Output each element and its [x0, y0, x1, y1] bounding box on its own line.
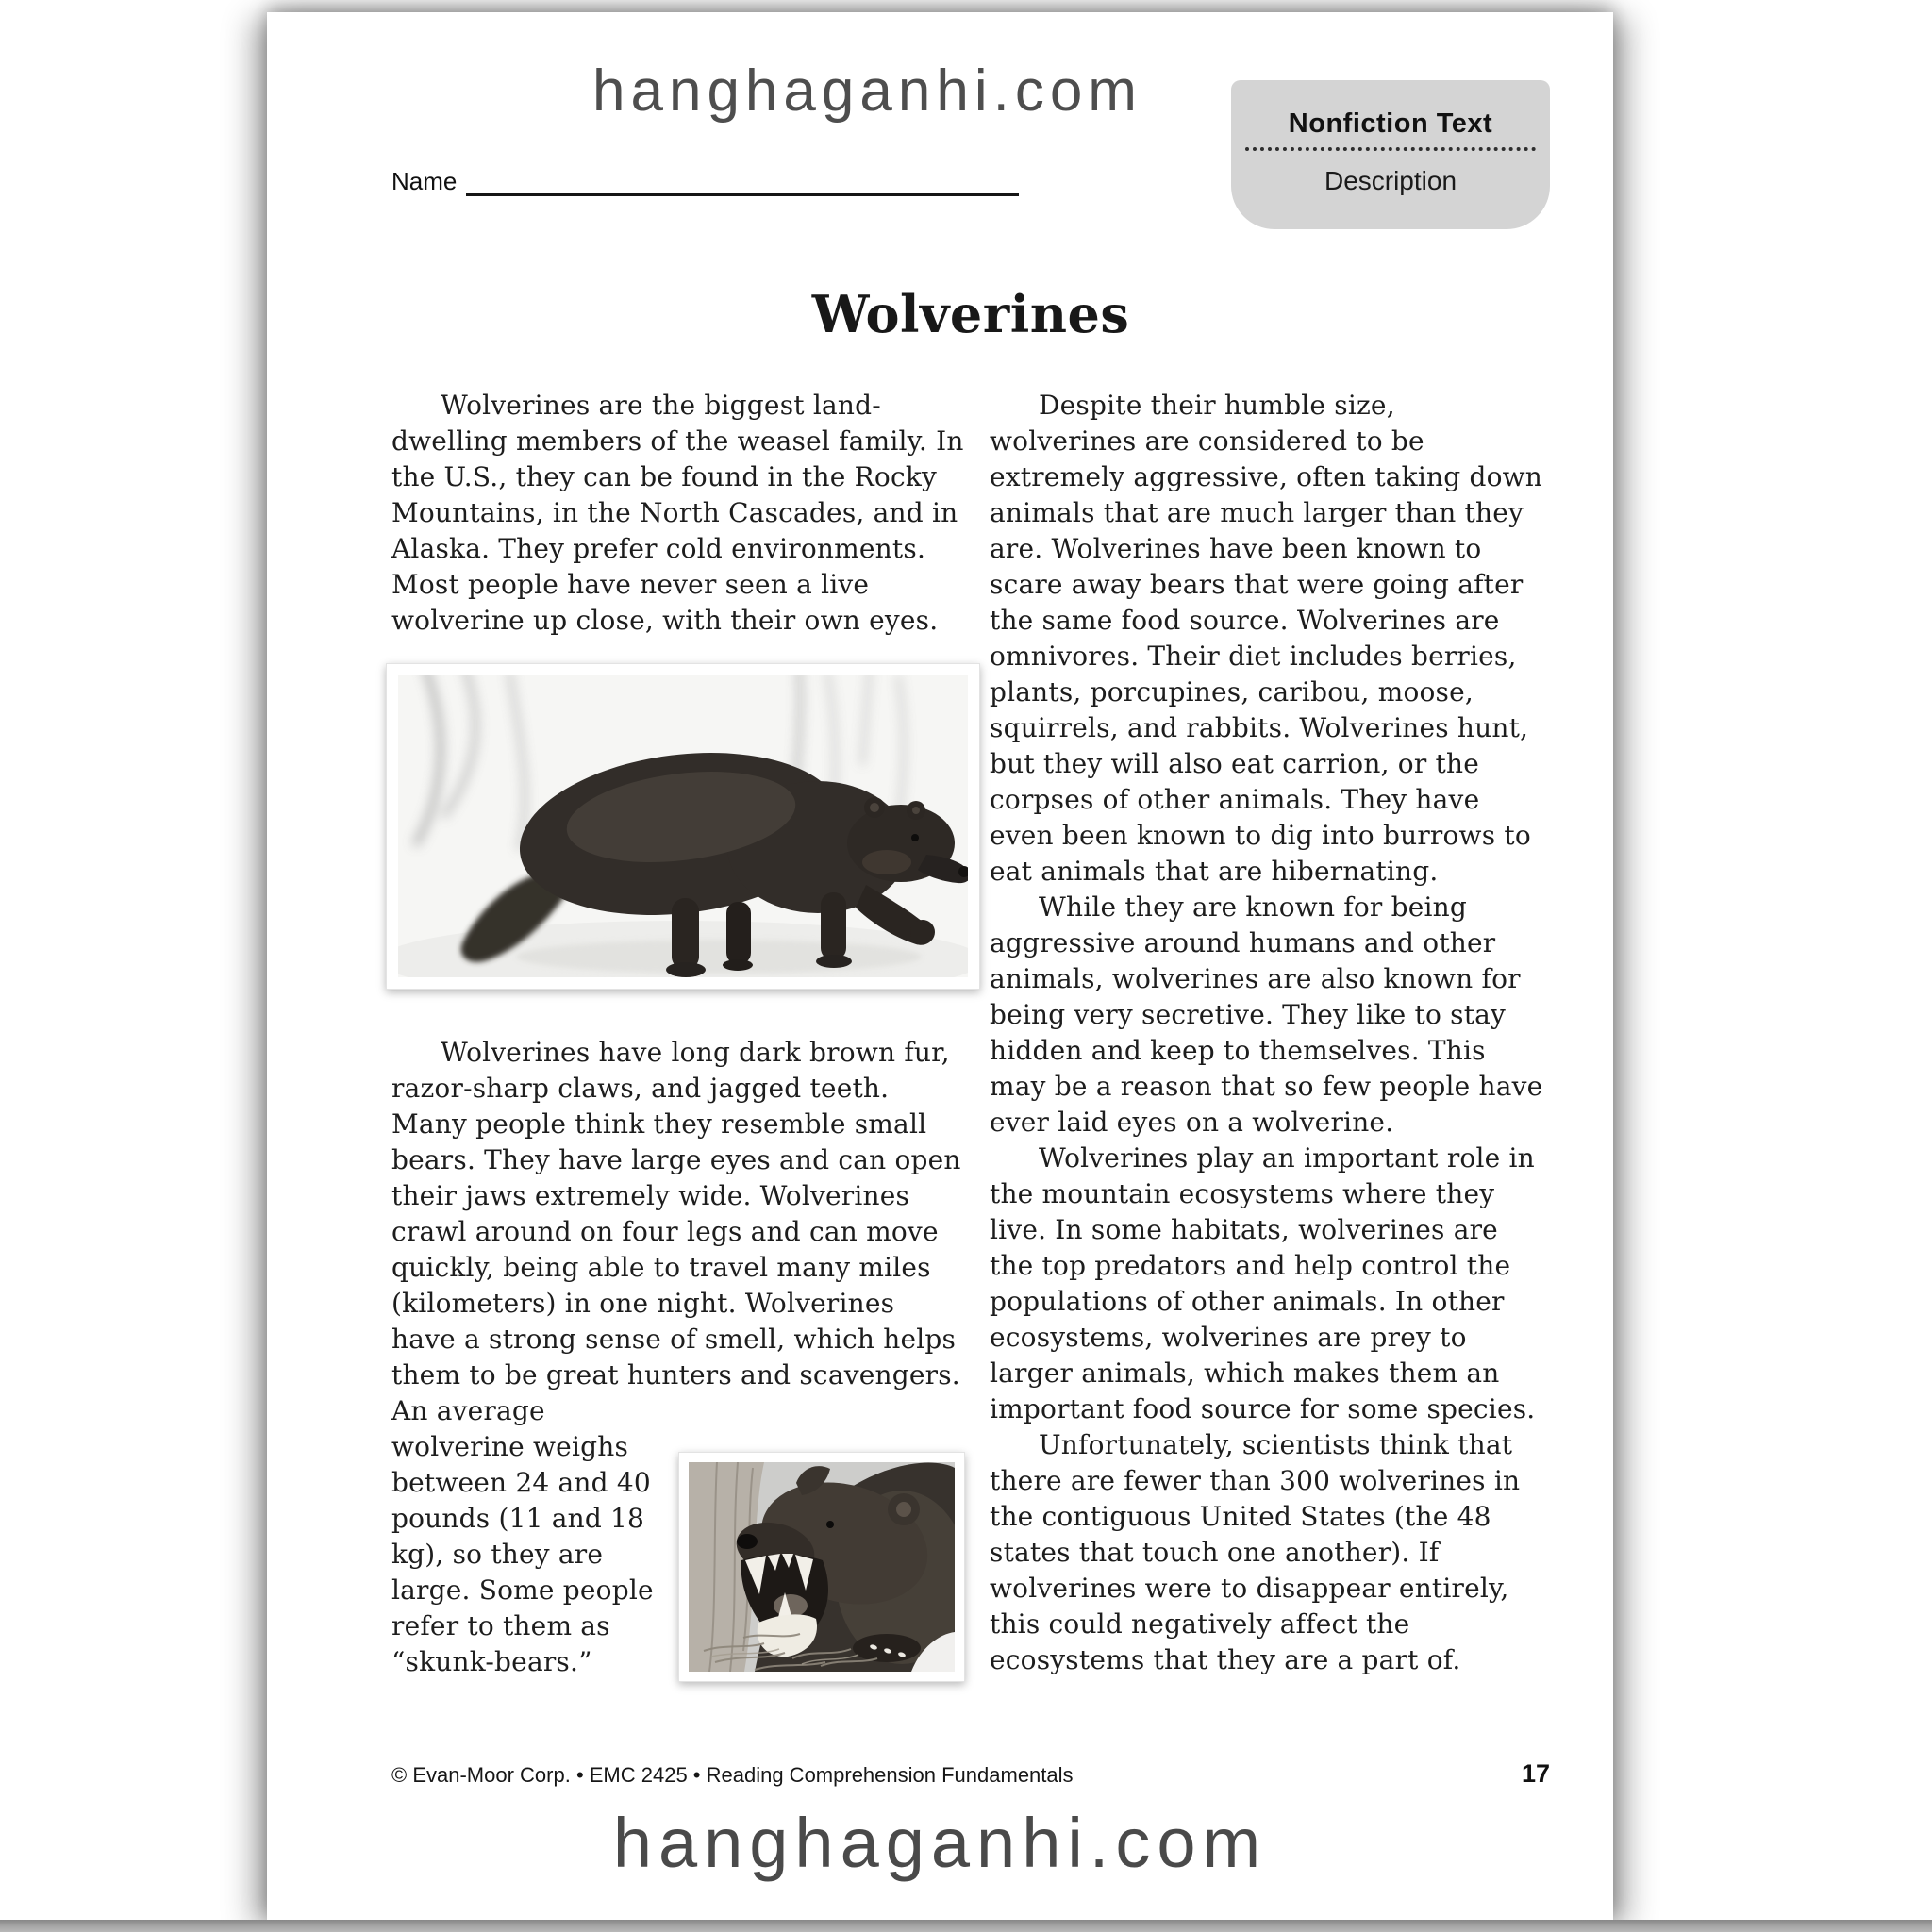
paragraph-2-wrap-section: [391, 1429, 965, 1680]
paragraph-4: While they are known for being aggressive around humans and other animals, wolverines are also known for being very secretive. They like to stay hidden and keep to themselves. This may be a reason that so few people have ever laid eyes on a wolverine.: [990, 891, 1543, 1138]
paragraph-2: Wolverines have long dark brown fur, razor-sharp claws, and jagged teeth. Many people think they resemble small bears. They have large eyes and can open their jaws extremely wide. Wolverines crawl around on four legs and can move quickly, being able to travel many miles (kilometers) in one night. Wolverines have a strong sense of smell, which helps them to be great hunters and scavengers. An average: [391, 1037, 961, 1426]
name-row: [391, 165, 1019, 196]
photo-wolverine-snarling: [678, 1452, 965, 1682]
paragraph-1: Wolverines are the biggest land-dwelling members of the weasel family. In the U.S., they can be found in the Rocky Mountains, in the North Cascades, and in Alaska. They prefer cold environments. Most people have never seen a live wolverine up close, with their own eyes.: [391, 390, 964, 636]
name-label: Name: [391, 167, 458, 195]
wolverine-walking-illustration: [398, 675, 968, 977]
paragraph-2-continued: wolverine weighs between 24 and 40 pounds (11 and 18 kg), so they are large. Some people refer to them as “skunk-bears.”: [391, 1431, 654, 1677]
tab-category-label: Nonfiction Text: [1288, 108, 1493, 139]
paragraph-6: Unfortunately, scientists think that there are fewer than 300 wolverines in the contiguous United States (the 48 states that touch one another). If wolverines were to disappear entirely, this could negatively affect the ecosystems that they are a part of.: [990, 1429, 1521, 1675]
left-column: [391, 388, 965, 1691]
right-column: [990, 388, 1550, 1691]
watermark-top: hanghaganhi.com: [592, 58, 1142, 124]
watermark-bottom: hanghaganhi.com: [612, 1804, 1268, 1882]
nonfiction-text-tab: [1231, 80, 1550, 229]
page-number: 17: [1521, 1759, 1550, 1788]
name-blank-line: [466, 165, 1019, 196]
wolverine-snarling-illustration: [689, 1462, 955, 1672]
page-footer: [391, 1759, 1550, 1789]
copyright-line: © Evan-Moor Corp. • EMC 2425 • Reading Comprehension Fundamentals: [391, 1763, 1074, 1787]
surface-edge-bar: [0, 1920, 1932, 1932]
photo-wolverine-walking-in-snow: [386, 663, 980, 990]
tab-subcategory-label: Description: [1324, 166, 1457, 195]
article-body: [391, 388, 1550, 1691]
paragraph-3: Despite their humble size, wolverines are considered to be extremely aggressive, often taking down animals that are much larger than they are. Wolverines have been known to scare away bears that were going after the same food source. Wolverines are omnivores. Their diet includes berries, plants, porcupines, caribou, moose, squirrels, and rabbits. Wolverines hunt, but they will also eat carrion, or the corpses of other animals. They have even been known to dig into burrows to eat animals that are hibernating.: [990, 390, 1543, 887]
tab-dotted-divider: [1245, 147, 1536, 151]
paragraph-5: Wolverines play an important role in the mountain ecosystems where they live. In some habitats, wolverines are the top predators and help control the populations of other animals. In other ecosystems, wolverines are prey to larger animals, which makes them an important food source for some species.: [990, 1142, 1536, 1424]
page-title: Wolverines: [811, 284, 1130, 344]
worksheet-page: [267, 12, 1613, 1920]
